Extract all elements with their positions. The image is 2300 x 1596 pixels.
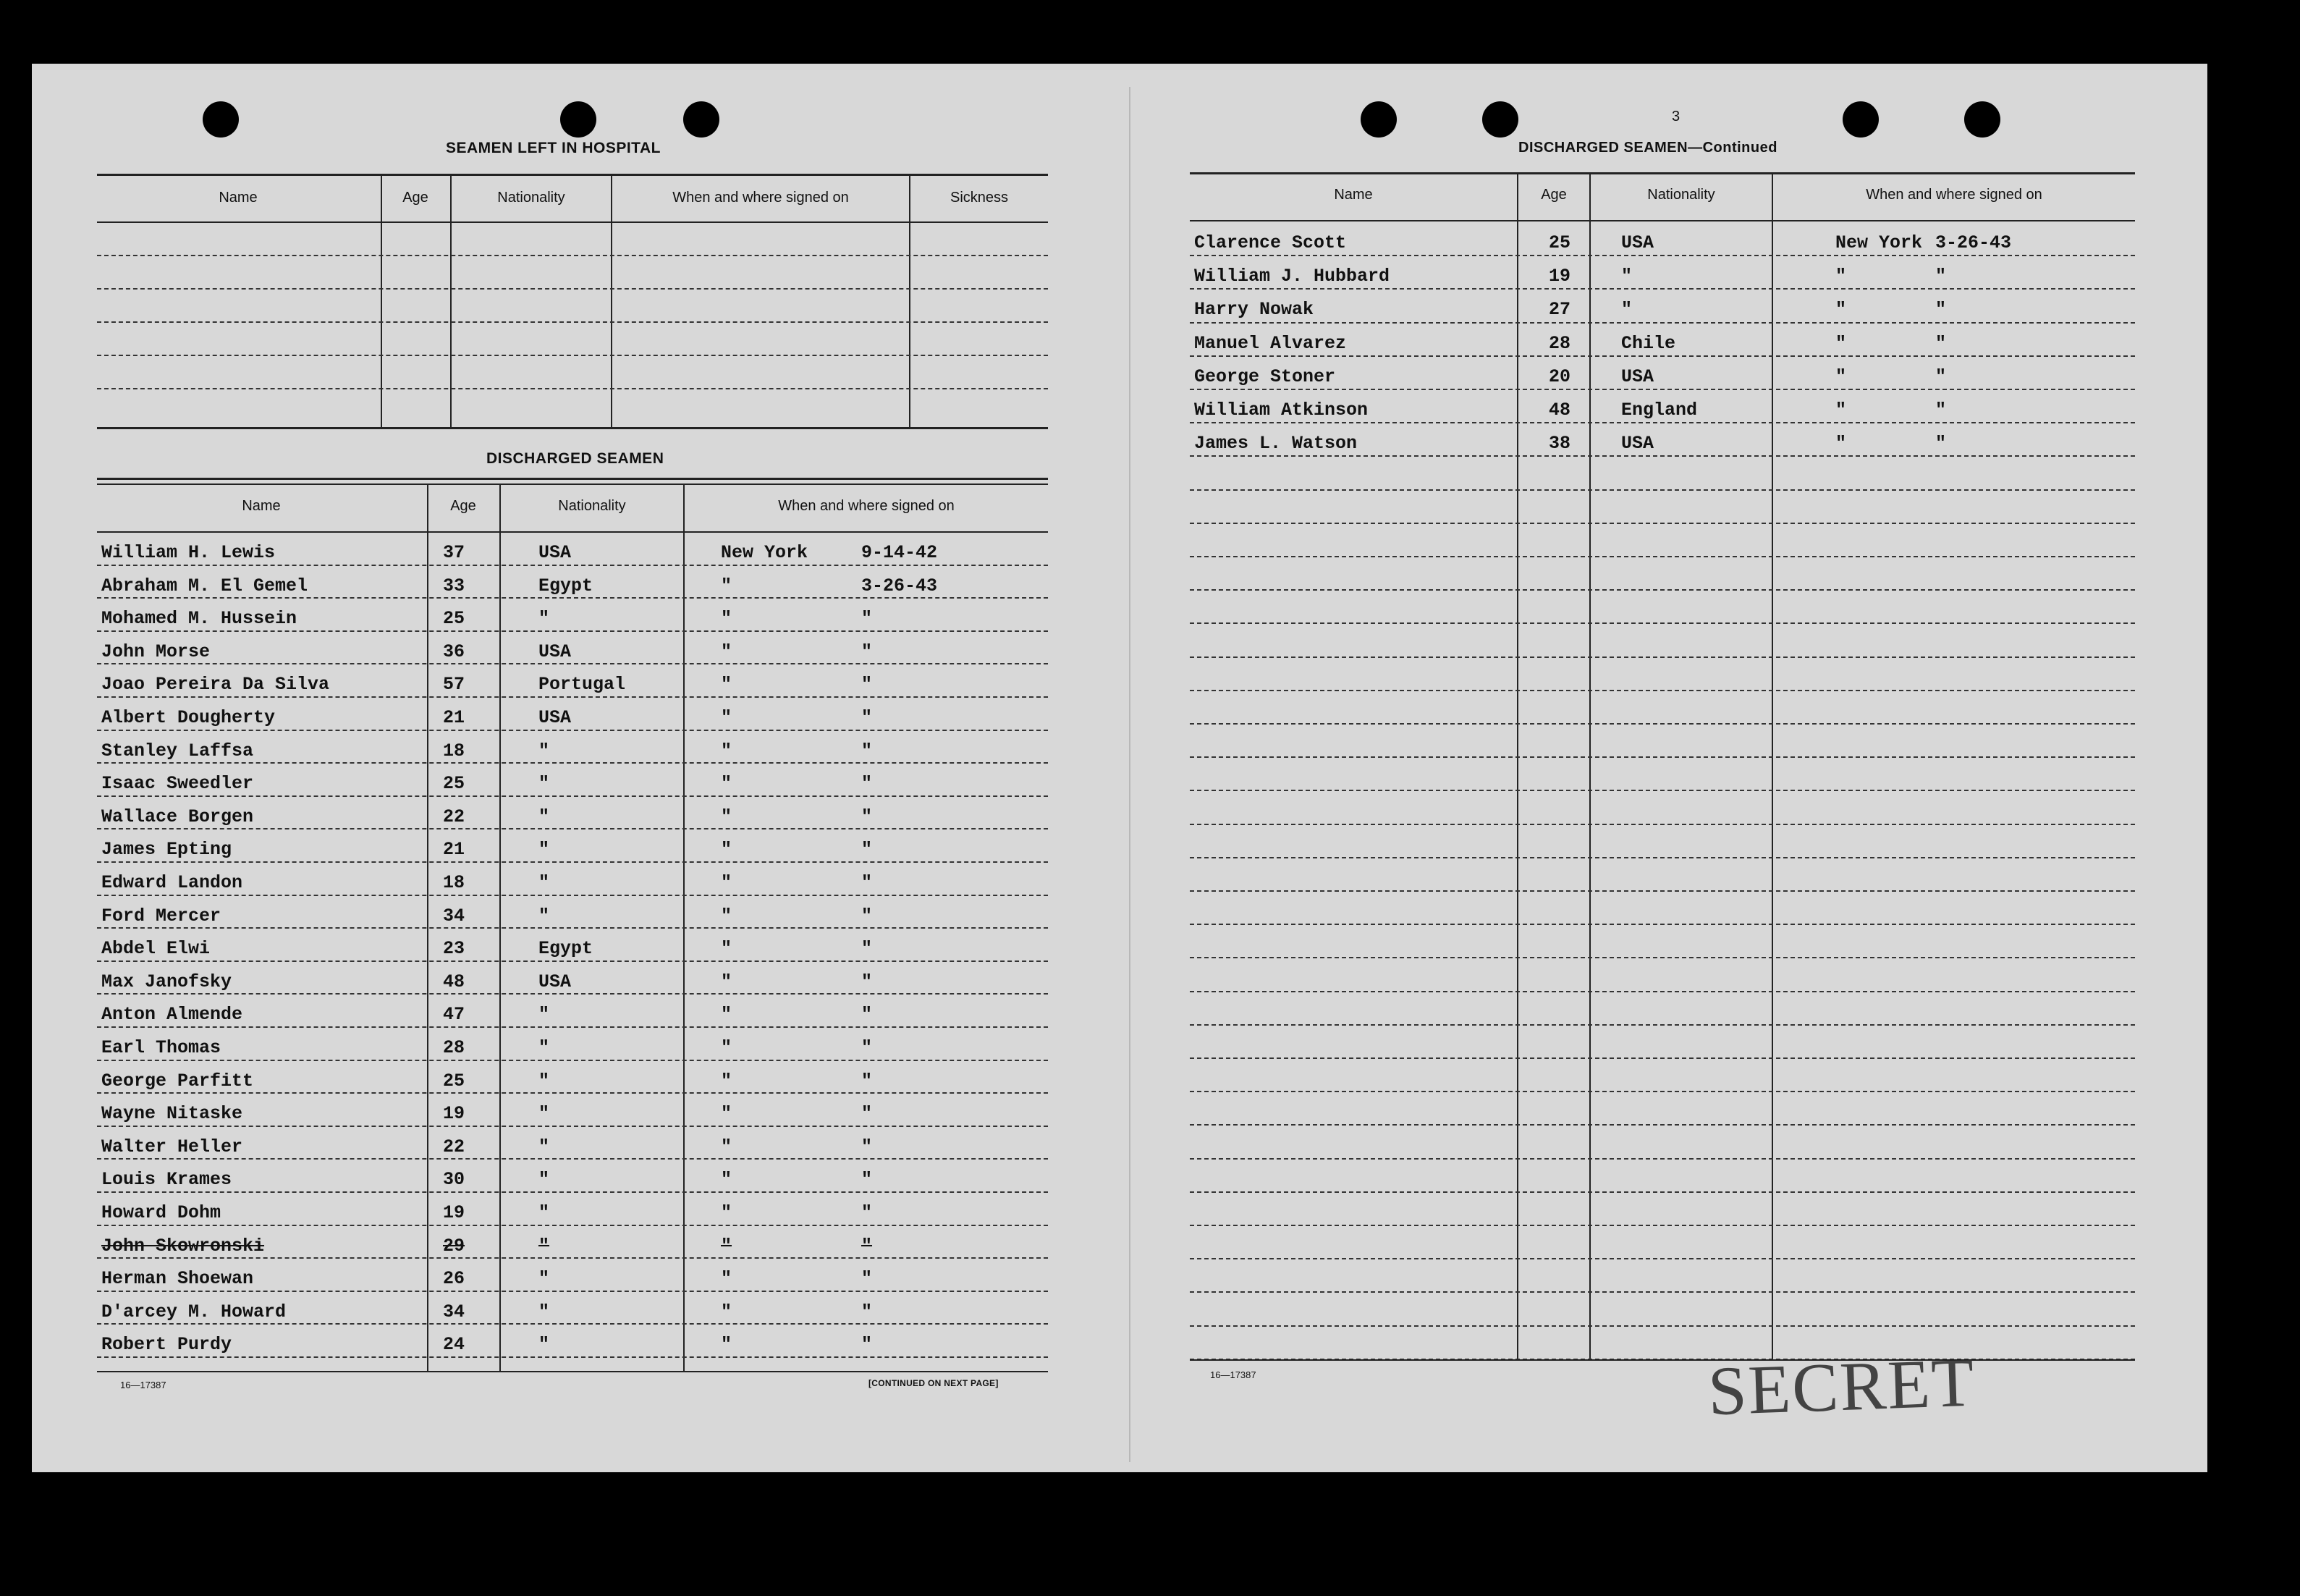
row-nationality: USA	[1621, 366, 1654, 387]
row-signed-on-date: "	[861, 806, 873, 827]
hospital-header-nationality: Nationality	[497, 190, 565, 206]
row-signed-on-date: "	[861, 971, 873, 992]
row-signed-on-place: "	[1835, 366, 1847, 387]
row-signed-on-date: "	[1935, 433, 1947, 455]
row-name: Max Janofsky	[101, 971, 232, 992]
row-signed-on-place: "	[721, 1037, 732, 1058]
row-signed-on-place: "	[721, 740, 732, 761]
table-row-line	[1190, 523, 2135, 524]
punch-hole	[203, 101, 239, 138]
row-age: 57	[443, 674, 465, 696]
row-signed-on-date: "	[861, 674, 873, 696]
row-name: William Atkinson	[1194, 400, 1369, 421]
row-signed-on-place: "	[721, 1004, 732, 1026]
row-signed-on-date: "	[1935, 266, 1947, 287]
table-row-line	[97, 1291, 1048, 1292]
row-name: Anton Almende	[101, 1004, 243, 1026]
continued-section-title: DISCHARGED SEAMEN—Continued	[1518, 140, 1777, 156]
hospital-row-line	[97, 355, 1048, 356]
row-age: 18	[443, 872, 465, 893]
row-nationality: Chile	[1621, 332, 1676, 354]
row-name: Isaac Sweedler	[101, 773, 254, 795]
table-row-line	[1190, 890, 2135, 892]
row-signed-on-place: "	[721, 1334, 732, 1356]
table-row-line	[1190, 957, 2135, 958]
row-signed-on-place: "	[721, 575, 732, 596]
hospital-header-age: Age	[402, 190, 428, 206]
row-age: 34	[443, 1301, 465, 1322]
row-age: 28	[443, 1037, 465, 1058]
row-name: Walter Heller	[101, 1136, 243, 1157]
row-signed-on-place: "	[1835, 266, 1847, 287]
table-row-line	[1190, 255, 2135, 256]
table-row-line	[1190, 857, 2135, 858]
row-signed-on-date: 9-14-42	[861, 542, 938, 563]
continued-note: [CONTINUED ON NEXT PAGE]	[868, 1378, 999, 1388]
table-row-line	[1190, 1258, 2135, 1259]
row-age: 25	[1549, 232, 1571, 253]
punch-hole	[683, 101, 719, 138]
row-age: 21	[443, 839, 465, 861]
row-nationality: "	[538, 608, 550, 630]
table-row-line	[1190, 422, 2135, 423]
row-signed-on-date: "	[861, 1004, 873, 1026]
row-signed-on-place: "	[1835, 433, 1847, 455]
table-row-line	[1190, 556, 2135, 557]
row-nationality: USA	[538, 971, 572, 992]
table-row-line	[1190, 1291, 2135, 1293]
discharged-table-top-rule	[97, 478, 1048, 480]
row-age: 18	[443, 740, 465, 761]
row-signed-on-date: 3-26-43	[861, 575, 938, 596]
table-row-line	[1190, 455, 2135, 457]
row-signed-on-date: "	[861, 1202, 873, 1223]
row-signed-on-place: "	[721, 608, 732, 630]
row-age: 29	[443, 1235, 465, 1257]
continued-header-signed-on: When and where signed on	[1866, 187, 2042, 203]
row-age: 19	[443, 1103, 465, 1125]
table-row-line	[1190, 1024, 2135, 1026]
table-row-line	[1190, 1091, 2135, 1092]
table-row-line	[1190, 924, 2135, 925]
table-row-line	[97, 895, 1048, 896]
table-row-line	[97, 565, 1048, 566]
punch-hole	[1843, 101, 1879, 138]
table-row-line	[97, 828, 1048, 829]
table-row-line	[1190, 1057, 2135, 1059]
row-signed-on-place: "	[721, 641, 732, 662]
row-name: James Epting	[101, 839, 232, 861]
table-row-line	[1190, 1225, 2135, 1226]
row-nationality: Egypt	[538, 575, 593, 596]
table-row-line	[97, 1323, 1048, 1325]
row-nationality: USA	[538, 542, 572, 563]
row-nationality: "	[1621, 299, 1633, 321]
row-signed-on-place: "	[721, 839, 732, 861]
row-name: Joao Pereira Da Silva	[101, 674, 330, 696]
row-signed-on-place: "	[1835, 332, 1847, 354]
row-name: Edward Landon	[101, 872, 243, 893]
page-number: 3	[1672, 109, 1680, 124]
row-name: Herman Shoewan	[101, 1268, 254, 1290]
row-signed-on-place: "	[721, 1202, 732, 1223]
row-nationality: "	[538, 872, 550, 893]
row-signed-on-date: "	[861, 608, 873, 630]
hospital-header-signed-on: When and where signed on	[672, 190, 849, 206]
row-age: 30	[443, 1169, 465, 1191]
row-signed-on-date: "	[1935, 332, 1947, 354]
row-name: William H. Lewis	[101, 542, 276, 563]
row-name: Howard Dohm	[101, 1202, 221, 1223]
row-nationality: USA	[1621, 232, 1654, 253]
table-row-line	[97, 1257, 1048, 1259]
row-signed-on-place: New York	[1835, 232, 1923, 253]
row-nationality: "	[538, 1202, 550, 1223]
row-signed-on-place: "	[721, 1103, 732, 1125]
row-nationality: "	[538, 1169, 550, 1191]
table-row-line	[97, 730, 1048, 731]
row-age: 26	[443, 1268, 465, 1290]
row-name: Manuel Alvarez	[1194, 332, 1347, 354]
continued-col-divider	[1772, 174, 1773, 1361]
row-age: 47	[443, 1004, 465, 1026]
punch-hole	[1964, 101, 2000, 138]
continued-col-divider	[1517, 174, 1518, 1361]
row-nationality: "	[538, 1136, 550, 1157]
row-age: 36	[443, 641, 465, 662]
form-number: 16—17387	[120, 1380, 166, 1390]
table-row-line	[97, 762, 1048, 764]
row-signed-on-date: "	[1935, 400, 1947, 421]
table-row-line	[1190, 589, 2135, 591]
row-nationality: "	[538, 1334, 550, 1356]
table-row-line	[1190, 723, 2135, 725]
row-signed-on-date: "	[861, 1070, 873, 1092]
discharged-header-nationality: Nationality	[558, 498, 626, 514]
row-age: 22	[443, 806, 465, 827]
row-signed-on-place: "	[721, 938, 732, 960]
continued-table-bottom-rule	[1190, 1359, 2135, 1361]
hospital-row-line	[97, 388, 1048, 389]
table-row-line	[1190, 991, 2135, 992]
continued-header-nationality: Nationality	[1647, 187, 1715, 203]
row-signed-on-date: "	[861, 905, 873, 926]
row-nationality: "	[1621, 266, 1633, 287]
row-signed-on-date: "	[861, 1301, 873, 1322]
table-row-line	[1190, 355, 2135, 357]
table-row-line	[97, 696, 1048, 698]
row-age: 37	[443, 542, 465, 563]
row-age: 27	[1549, 299, 1571, 321]
row-nationality: USA	[538, 641, 572, 662]
row-age: 48	[443, 971, 465, 992]
row-name: Abdel Elwi	[101, 938, 211, 960]
row-name: Harry Nowak	[1194, 299, 1314, 321]
row-nationality: "	[538, 1070, 550, 1092]
hospital-row-line	[97, 321, 1048, 323]
row-nationality: England	[1621, 400, 1698, 421]
table-row-line	[1190, 622, 2135, 624]
punch-hole	[560, 101, 596, 138]
row-age: 19	[443, 1202, 465, 1223]
row-signed-on-place: "	[1835, 400, 1847, 421]
row-name: Clarence Scott	[1194, 232, 1347, 253]
discharged-header-signed-on: When and where signed on	[778, 498, 955, 514]
row-name: Louis Krames	[101, 1169, 232, 1191]
discharged-table-top-rule-2	[97, 484, 1048, 485]
row-signed-on-date: "	[861, 839, 873, 861]
table-row-line	[1190, 1124, 2135, 1126]
row-name: William J. Hubbard	[1194, 266, 1390, 287]
hospital-header-sickness: Sickness	[950, 190, 1009, 206]
row-signed-on-place: "	[721, 1070, 732, 1092]
row-signed-on-place: "	[721, 905, 732, 926]
table-row-line	[1190, 489, 2135, 491]
hospital-section-title: SEAMEN LEFT IN HOSPITAL	[446, 140, 661, 156]
row-signed-on-date: "	[861, 1037, 873, 1058]
row-signed-on-place: "	[721, 1301, 732, 1322]
table-row-line	[1190, 1325, 2135, 1327]
discharged-header-age: Age	[450, 498, 476, 514]
row-age: 24	[443, 1334, 465, 1356]
row-name: Stanley Laffsa	[101, 740, 254, 761]
row-age: 20	[1549, 366, 1571, 387]
row-signed-on-date: "	[861, 641, 873, 662]
hospital-row-line	[97, 255, 1048, 256]
row-age: 25	[443, 608, 465, 630]
discharged-table-bottom-rule	[97, 1371, 1048, 1372]
row-name: James L. Watson	[1194, 433, 1358, 455]
page-fold	[1129, 87, 1130, 1462]
table-row-line	[97, 993, 1048, 995]
row-signed-on-date: "	[1935, 366, 1947, 387]
table-row-line	[1190, 790, 2135, 791]
row-name: Wayne Nitaske	[101, 1103, 243, 1125]
row-signed-on-place: "	[721, 707, 732, 728]
document-sheet	[32, 64, 2207, 1472]
row-nationality: "	[538, 1235, 550, 1257]
table-row-line	[97, 927, 1048, 929]
row-signed-on-place: "	[721, 773, 732, 795]
row-name: Mohamed M. Hussein	[101, 608, 297, 630]
row-nationality: Egypt	[538, 938, 593, 960]
punch-hole	[1361, 101, 1397, 138]
row-name: Robert Purdy	[101, 1334, 232, 1356]
row-name: George Parfitt	[101, 1070, 254, 1092]
table-row-line	[1190, 322, 2135, 324]
hospital-table-top-rule	[97, 174, 1048, 176]
row-nationality: "	[538, 1268, 550, 1290]
row-age: 21	[443, 707, 465, 728]
table-row-line	[97, 630, 1048, 632]
row-signed-on-place: New York	[721, 542, 808, 563]
row-age: 38	[1549, 433, 1571, 455]
table-row-line	[97, 1092, 1048, 1094]
row-name: Ford Mercer	[101, 905, 221, 926]
table-row-line	[97, 1225, 1048, 1226]
discharged-section-title: DISCHARGED SEAMEN	[486, 450, 664, 467]
row-nationality: "	[538, 740, 550, 761]
row-nationality: "	[538, 1004, 550, 1026]
table-row-line	[97, 1026, 1048, 1028]
row-nationality: "	[538, 1301, 550, 1322]
table-row-line	[97, 663, 1048, 664]
table-row-line	[1190, 1158, 2135, 1160]
row-signed-on-place: "	[721, 1235, 732, 1257]
row-name: Earl Thomas	[101, 1037, 221, 1058]
hospital-row-line	[97, 288, 1048, 290]
row-name: George Stoner	[1194, 366, 1336, 387]
row-signed-on-place: "	[721, 971, 732, 992]
row-name: Wallace Borgen	[101, 806, 254, 827]
row-age: 22	[443, 1136, 465, 1157]
row-nationality: "	[538, 905, 550, 926]
hospital-col-divider	[381, 175, 382, 428]
row-nationality: USA	[1621, 433, 1654, 455]
row-signed-on-date: "	[861, 1235, 873, 1257]
row-signed-on-date: "	[861, 938, 873, 960]
row-name: D'arcey M. Howard	[101, 1301, 287, 1322]
row-age: 33	[443, 575, 465, 596]
table-row-line	[1190, 288, 2135, 290]
table-row-line	[97, 1191, 1048, 1193]
row-nationality: "	[538, 806, 550, 827]
continued-header-rule	[1190, 220, 2135, 221]
continued-col-divider	[1589, 174, 1591, 1361]
row-nationality: USA	[538, 707, 572, 728]
row-signed-on-date: 3-26-43	[1935, 232, 2012, 253]
row-nationality: "	[538, 773, 550, 795]
row-signed-on-date: "	[861, 872, 873, 893]
row-age: 28	[1549, 332, 1571, 354]
row-age: 25	[443, 1070, 465, 1092]
punch-hole	[1482, 101, 1518, 138]
discharged-header-rule	[97, 531, 1048, 533]
table-row-line	[97, 1356, 1048, 1358]
table-row-line	[1190, 656, 2135, 658]
row-signed-on-date: "	[861, 1103, 873, 1125]
row-signed-on-place: "	[721, 1136, 732, 1157]
row-signed-on-date: "	[861, 773, 873, 795]
continued-header-age: Age	[1541, 187, 1567, 203]
table-row-line	[97, 1060, 1048, 1061]
row-signed-on-date: "	[861, 740, 873, 761]
row-nationality: "	[538, 839, 550, 861]
row-signed-on-place: "	[721, 806, 732, 827]
row-age: 19	[1549, 266, 1571, 287]
row-signed-on-date: "	[861, 1268, 873, 1290]
row-name: Abraham M. El Gemel	[101, 575, 308, 596]
row-nationality: "	[538, 1037, 550, 1058]
row-age: 25	[443, 773, 465, 795]
row-name: Albert Dougherty	[101, 707, 276, 728]
table-row-line	[97, 861, 1048, 863]
table-row-line	[1190, 389, 2135, 390]
secret-stamp: SECRET	[1707, 1343, 1977, 1430]
row-signed-on-place: "	[721, 872, 732, 893]
table-row-line	[97, 795, 1048, 797]
table-row-line	[97, 597, 1048, 599]
table-row-line	[1190, 690, 2135, 691]
discharged-header-name: Name	[242, 498, 281, 514]
row-name: John Skowronski	[101, 1235, 265, 1257]
row-signed-on-place: "	[721, 1268, 732, 1290]
hospital-table-bottom-rule	[97, 427, 1048, 429]
row-signed-on-date: "	[861, 707, 873, 728]
table-row-line	[97, 960, 1048, 962]
table-row-line	[1190, 756, 2135, 758]
continued-header-name: Name	[1334, 187, 1373, 203]
hospital-col-divider	[909, 175, 910, 428]
hospital-col-divider	[611, 175, 612, 428]
hospital-col-divider	[450, 175, 452, 428]
table-row-line	[97, 1158, 1048, 1160]
row-signed-on-place: "	[721, 1169, 732, 1191]
row-signed-on-place: "	[721, 674, 732, 696]
hospital-header-rule	[97, 221, 1048, 223]
row-age: 23	[443, 938, 465, 960]
row-nationality: "	[538, 1103, 550, 1125]
row-signed-on-place: "	[1835, 299, 1847, 321]
table-row-line	[97, 1126, 1048, 1127]
table-row-line	[1190, 824, 2135, 825]
row-age: 48	[1549, 400, 1571, 421]
row-signed-on-date: "	[861, 1136, 873, 1157]
continued-table-top-rule	[1190, 172, 2135, 174]
row-signed-on-date: "	[861, 1169, 873, 1191]
hospital-header-name: Name	[219, 190, 258, 206]
row-signed-on-date: "	[1935, 299, 1947, 321]
row-age: 34	[443, 905, 465, 926]
table-row-line	[1190, 1191, 2135, 1193]
row-name: John Morse	[101, 641, 211, 662]
row-nationality: Portugal	[538, 674, 626, 696]
form-number: 16—17387	[1210, 1369, 1256, 1380]
row-signed-on-date: "	[861, 1334, 873, 1356]
